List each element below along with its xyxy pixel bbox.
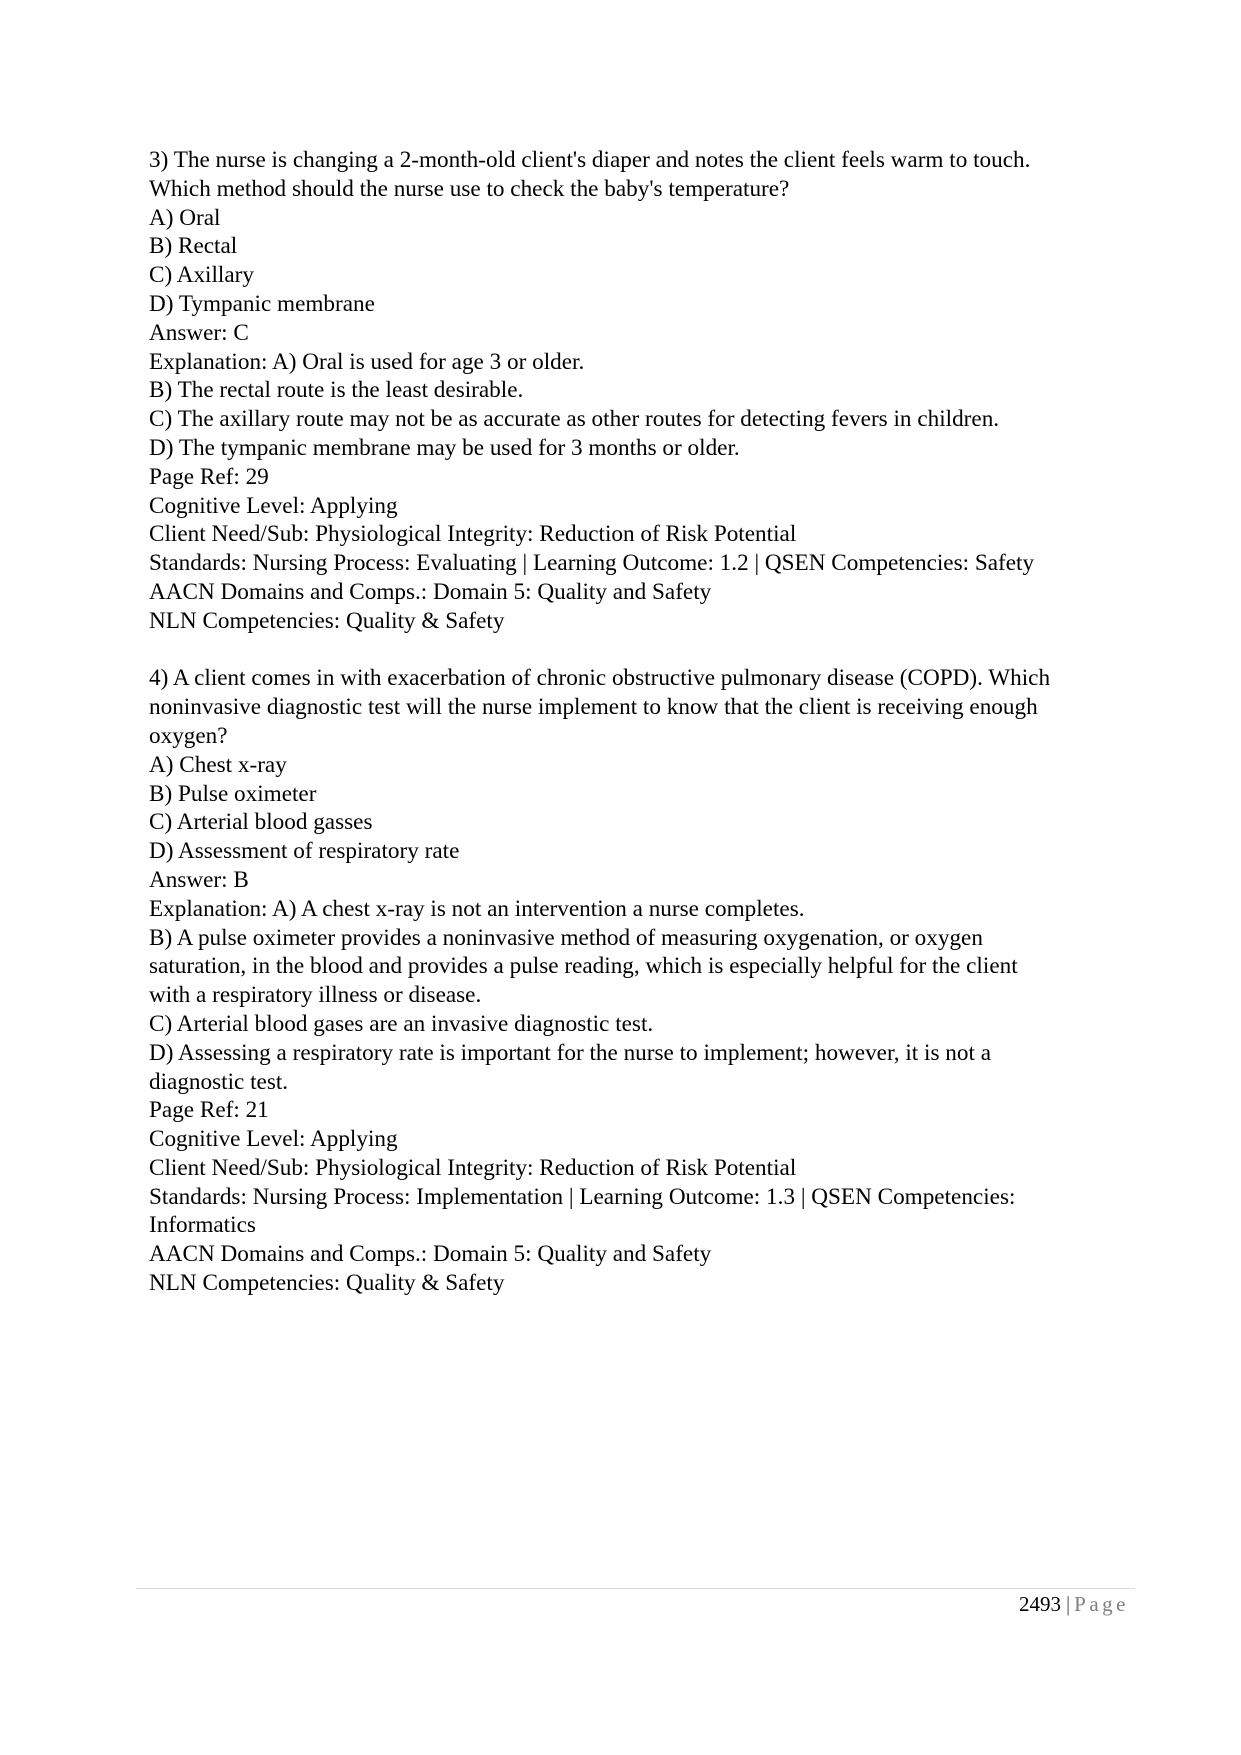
- footer-separator: |: [1065, 1592, 1071, 1616]
- explanation-line: B) A pulse oximeter provides a noninvasive method of measuring oxygenation, or oxygen: [149, 924, 983, 951]
- answer: Answer: B: [149, 866, 249, 893]
- nln-competencies: NLN Competencies: Quality & Safety: [149, 607, 505, 634]
- option-a: A) Oral: [149, 204, 221, 231]
- question-4: [149, 664, 1129, 1298]
- document-body: [149, 146, 1129, 1298]
- standards: Informatics: [149, 1212, 256, 1239]
- option-c: C) Axillary: [149, 262, 254, 289]
- page-footer: [1019, 1591, 1129, 1617]
- explanation-line: Explanation: A) A chest x-ray is not an intervention a nurse completes.: [149, 895, 805, 922]
- option-a: A) Chest x-ray: [149, 751, 287, 778]
- answer: Answer: C: [149, 319, 249, 346]
- option-c: C) Arterial blood gasses: [149, 809, 373, 836]
- nln-competencies: NLN Competencies: Quality & Safety: [149, 1270, 505, 1297]
- footer-divider: [136, 1588, 1135, 1589]
- option-d: D) Tympanic membrane: [149, 290, 375, 317]
- page-number: 2493: [1018, 1592, 1061, 1616]
- standards: Standards: Nursing Process: Implementation | Learning Outcome: 1.3 | QSEN Competencies:: [149, 1183, 1016, 1210]
- standards: Standards: Nursing Process: Evaluating | Learning Outcome: 1.2 | QSEN Competencies: Safety: [149, 550, 1035, 577]
- explanation-line: D) The tympanic membrane may be used for 3 months or older.: [149, 434, 740, 461]
- explanation-line: diagnostic test.: [149, 1068, 289, 1095]
- explanation-line: C) The axillary route may not be as accurate as other routes for detecting fevers in children.: [149, 406, 1000, 433]
- client-need: Client Need/Sub: Physiological Integrity: Reduction of Risk Potential: [149, 1154, 797, 1181]
- question-line: 3) The nurse is changing a 2-month-old client's diaper and notes the client feels warm to touch.: [149, 147, 1031, 173]
- option-b: B) Rectal: [149, 233, 238, 260]
- option-d: D) Assessment of respiratory rate: [149, 838, 460, 865]
- explanation-line: D) Assessing a respiratory rate is important for the nurse to implement; however, it is not a: [149, 1039, 992, 1066]
- question-3: [149, 146, 1129, 636]
- aacn-domains: AACN Domains and Comps.: Domain 5: Quality and Safety: [149, 578, 712, 605]
- explanation-line: Explanation: A) Oral is used for age 3 or older.: [149, 348, 585, 375]
- client-need: Client Need/Sub: Physiological Integrity: Reduction of Risk Potential: [149, 521, 797, 548]
- option-b: B) Pulse oximeter: [149, 780, 317, 807]
- question-line: oxygen?: [149, 722, 228, 749]
- cognitive-level: Cognitive Level: Applying: [149, 1126, 398, 1153]
- page-ref: Page Ref: 29: [149, 463, 269, 490]
- aacn-domains: AACN Domains and Comps.: Domain 5: Quality and Safety: [149, 1241, 712, 1268]
- question-line: Which method should the nurse use to check the baby's temperature?: [149, 175, 790, 202]
- explanation-line: B) The rectal route is the least desirable.: [149, 377, 524, 404]
- explanation-line: saturation, in the blood and provides a pulse reading, which is especially helpful for the client: [149, 953, 1018, 980]
- question-line: 4) A client comes in with exacerbation of chronic obstructive pulmonary disease (COPD). Which: [149, 665, 1051, 692]
- explanation-line: C) Arterial blood gases are an invasive diagnostic test.: [149, 1010, 654, 1037]
- page-ref: Page Ref: 21: [149, 1097, 269, 1124]
- cognitive-level: Cognitive Level: Applying: [149, 492, 398, 519]
- explanation-line: with a respiratory illness or disease.: [149, 982, 482, 1009]
- question-line: noninvasive diagnostic test will the nurse implement to know that the client is receiving enough: [149, 694, 1038, 721]
- page-label: Page: [1074, 1592, 1129, 1616]
